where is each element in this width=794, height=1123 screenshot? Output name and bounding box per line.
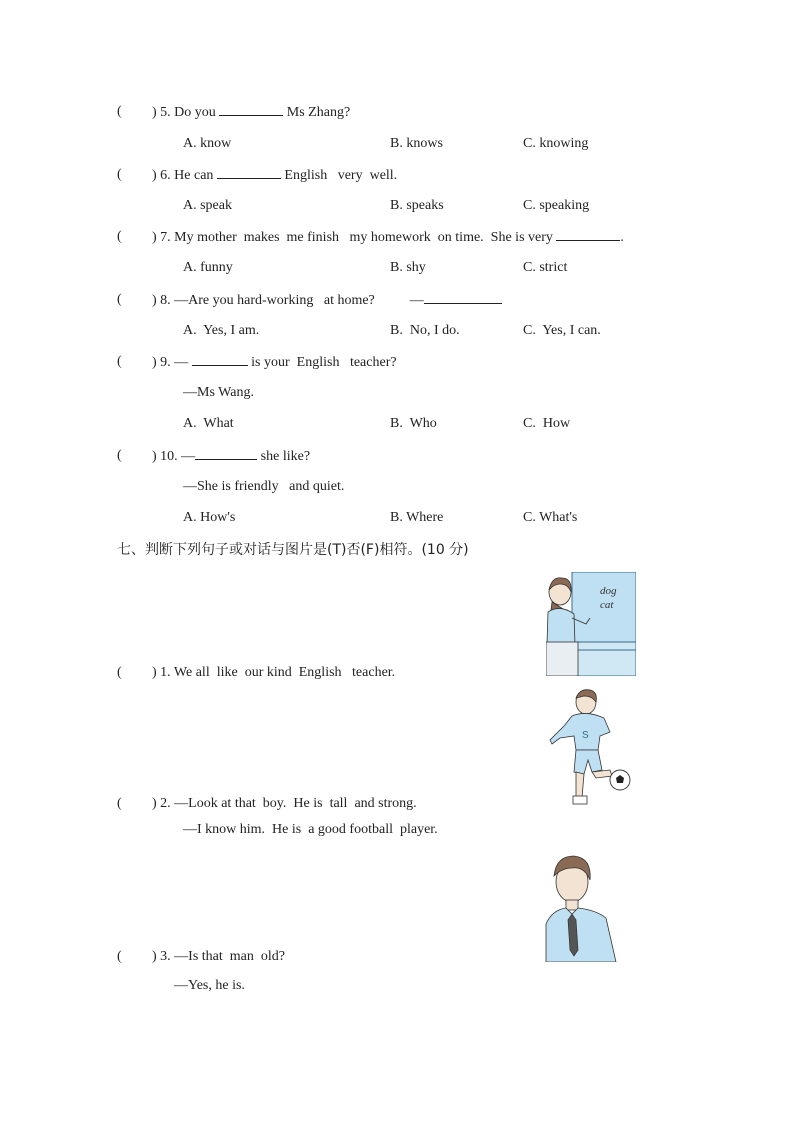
option-a[interactable]: A. How's (183, 510, 236, 525)
option-b[interactable]: B. No, I do. (390, 323, 460, 338)
question-reply: —She is friendly and quiet. (183, 479, 345, 494)
option-c[interactable]: C. speaking (523, 198, 590, 213)
option-b[interactable]: B. speaks (390, 198, 444, 213)
option-b[interactable]: B. shy (390, 260, 426, 275)
item-reply: —Yes, he is. (174, 978, 245, 993)
board-word-cat: cat (600, 599, 614, 611)
teacher-board-picture (546, 572, 636, 676)
football-boy-picture (546, 688, 634, 806)
item-reply: —I know him. He is a good football player. (183, 822, 438, 837)
option-a[interactable]: A. speak (183, 198, 232, 213)
option-a[interactable]: A. What (183, 416, 234, 431)
answer-paren[interactable]: ( (117, 229, 122, 244)
answer-paren[interactable]: ( (117, 292, 122, 307)
option-c[interactable]: C. How (523, 416, 571, 431)
option-a[interactable]: A. Yes, I am. (183, 323, 260, 338)
option-a[interactable]: A. know (183, 136, 232, 151)
question-text: ) 7. My mother makes me finish my homework on time. She is very . (152, 230, 624, 245)
answer-paren[interactable]: ( (117, 104, 122, 119)
option-c[interactable]: C. knowing (523, 136, 589, 151)
answer-blank[interactable] (556, 228, 620, 241)
item-text: ) 3. —Is that man old? (152, 949, 285, 964)
answer-blank[interactable] (219, 103, 283, 116)
answer-paren[interactable]: ( (117, 167, 122, 182)
svg-text:S: S (582, 730, 589, 741)
answer-paren[interactable]: ( (117, 665, 122, 680)
section-7-title: 七、判断下列句子或对话与图片是(T)否(F)相符。(10 分) (117, 542, 469, 558)
option-a[interactable]: A. funny (183, 260, 233, 275)
answer-blank[interactable] (424, 291, 502, 304)
option-b[interactable]: B. knows (390, 136, 443, 151)
answer-paren[interactable]: ( (117, 796, 122, 811)
item-text: ) 2. —Look at that boy. He is tall and strong. (152, 796, 417, 811)
question-text: ) 10. — she like? (152, 449, 311, 464)
question-reply: —Ms Wang. (183, 385, 254, 400)
option-c[interactable]: C. strict (523, 260, 568, 275)
board-word-dog: dog (600, 585, 617, 597)
question-text: ) 8. —Are you hard-working at home? — (152, 291, 502, 310)
man-picture (544, 854, 618, 962)
answer-paren[interactable]: ( (117, 354, 122, 369)
option-b[interactable]: B. Who (390, 416, 437, 431)
answer-paren[interactable]: ( (117, 949, 122, 964)
question-text: ) 5. Do you Ms Zhang? (152, 105, 351, 120)
option-b[interactable]: B. Where (390, 510, 444, 525)
item-text: ) 1. We all like our kind English teacher. (152, 665, 396, 680)
answer-blank[interactable] (192, 353, 248, 366)
answer-blank[interactable] (217, 166, 281, 179)
answer-paren[interactable]: ( (117, 448, 122, 463)
answer-blank[interactable] (195, 447, 257, 460)
option-c[interactable]: C. What's (523, 510, 578, 525)
question-text: ) 9. — is your English teacher? (152, 355, 397, 370)
question-text: ) 6. He can English very well. (152, 168, 398, 183)
option-c[interactable]: C. Yes, I can. (523, 323, 601, 338)
